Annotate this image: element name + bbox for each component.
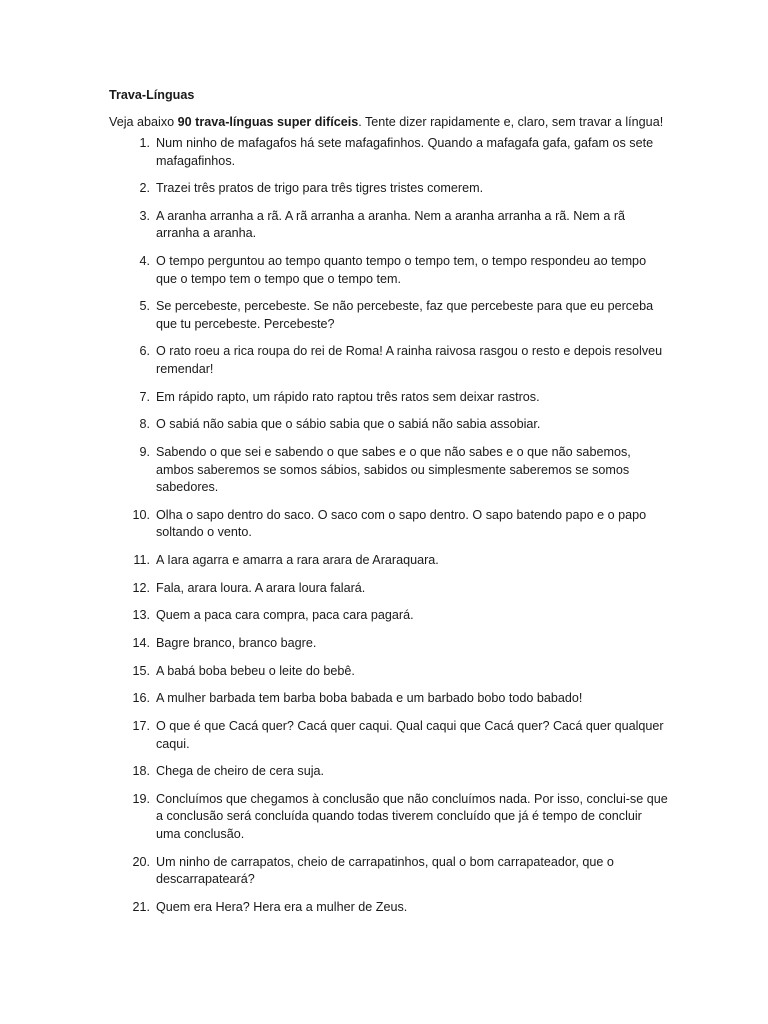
list-item — [109, 854, 668, 889]
list-item-text: A Iara agarra e amarra a rara arara de Araraquara. — [156, 552, 439, 567]
list-item-number: 18. — [132, 764, 150, 779]
list-item-text: Fala, arara loura. A arara loura falará. — [156, 580, 366, 595]
list-item-number: 15. — [132, 663, 150, 678]
list-item — [109, 135, 668, 170]
tongue-twister-list — [109, 135, 668, 916]
list-item-number: 14. — [132, 635, 150, 650]
list-item-text: A mulher barbada tem barba boba babada e um barbado bobo todo babado! — [156, 691, 583, 706]
list-item-number: 11. — [133, 552, 150, 567]
list-item-text: Se percebeste, percebeste. Se não percebeste, faz que percebeste para que eu perceba que tu percebeste. Percebeste? — [156, 299, 654, 331]
list-item-number: 3. — [139, 208, 150, 223]
list-item-number: 5. — [139, 299, 150, 314]
list-item-text: Bagre branco, branco bagre. — [156, 635, 317, 650]
list-item-text: Quem era Hera? Hera era a mulher de Zeus. — [156, 899, 408, 914]
list-item-text: Olha o sapo dentro do saco. O saco com o sapo dentro. O sapo batendo papo e o papo soltando o vento. — [156, 507, 647, 540]
list-item-number: 16. — [132, 691, 150, 706]
list-item — [109, 791, 668, 844]
list-item-text: O que é que Cacá quer? Cacá quer caqui. Qual caqui que Cacá quer? Cacá quer qualquer caqui. — [156, 719, 664, 751]
intro-paragraph — [109, 114, 668, 132]
list-item-number: 1. — [139, 136, 150, 150]
list-item-number: 12. — [132, 580, 150, 595]
list-item — [109, 180, 668, 198]
list-item-number: 21. — [132, 899, 150, 914]
list-item — [109, 253, 668, 288]
list-item-number: 6. — [139, 344, 150, 359]
list-item-number: 7. — [139, 389, 150, 404]
list-item — [109, 552, 668, 570]
list-item-number: 19. — [132, 791, 150, 806]
list-item — [109, 635, 668, 653]
intro-bold-text: 90 trava-línguas super difíceis — [177, 114, 359, 129]
list-item — [109, 416, 668, 434]
list-item-text: Concluímos que chegamos à conclusão que não concluímos nada. Por isso, conclui-se que a conclusão será concluída quando todas tiverem concluído que já é tempo de concluir uma conclusão. — [156, 791, 668, 841]
list-item — [109, 663, 668, 681]
list-item — [109, 718, 668, 753]
list-item-text: A babá boba bebeu o leite do bebê. — [156, 663, 355, 678]
list-item — [109, 389, 668, 407]
list-item — [109, 444, 668, 497]
list-item-number: 20. — [132, 854, 150, 869]
page-title: Trava-Línguas — [109, 88, 195, 102]
list-item-number: 2. — [139, 181, 150, 196]
list-item-text: Um ninho de carrapatos, cheio de carrapatinhos, qual o bom carrapateador, que o descarrapateará? — [156, 854, 614, 887]
list-item-text: O sabiá não sabia que o sábio sabia que o sabiá não sabia assobiar. — [156, 417, 541, 432]
list-item — [109, 343, 668, 378]
list-item-number: 8. — [139, 417, 150, 432]
list-item-text: Sabendo o que sei e sabendo o que sabes e o que não sabes e o que não sabemos, ambos saberemos se somos sábios, sabidos ou simplesmente saberemos se somos sabedores. — [156, 445, 631, 494]
list-item-text: Trazei três pratos de trigo para três tigres tristes comerem. — [156, 181, 484, 196]
intro-text-before: Veja abaixo — [109, 114, 178, 129]
list-item-text: Chega de cheiro de cera suja. — [156, 764, 325, 779]
list-item — [109, 298, 668, 333]
list-item-number: 10. — [132, 507, 150, 522]
list-item-text: A aranha arranha a rã. A rã arranha a aranha. Nem a aranha arranha a rã. Nem a rã arranha a aranha. — [156, 208, 626, 241]
list-item-text: Em rápido rapto, um rápido rato raptou três ratos sem deixar rastros. — [156, 389, 540, 404]
intro-text-after: . Tente dizer rapidamente e, claro, sem travar a língua! — [358, 114, 664, 129]
list-item — [109, 690, 668, 708]
list-item-text: Quem a paca cara compra, paca cara pagará. — [156, 608, 414, 623]
list-item — [109, 208, 668, 243]
list-item-number: 4. — [139, 254, 150, 269]
list-item-number: 9. — [139, 445, 150, 459]
list-item — [109, 507, 668, 542]
list-item-number: 17. — [132, 719, 150, 733]
list-item — [109, 763, 668, 781]
list-item — [109, 580, 668, 598]
list-item-text: O tempo perguntou ao tempo quanto tempo o tempo tem, o tempo respondeu ao tempo que o tempo tem o tempo que o tempo tem. — [156, 254, 647, 286]
list-item — [109, 607, 668, 625]
list-item-number: 13. — [132, 608, 150, 623]
list-item — [109, 899, 668, 917]
list-item-text: Num ninho de mafagafos há sete mafagafinhos. Quando a mafagafa gafa, gafam os sete mafagafinhos. — [156, 136, 654, 168]
list-item-text: O rato roeu a rica roupa do rei de Roma! A rainha raivosa rasgou o resto e depois resolveu remendar! — [156, 344, 663, 376]
